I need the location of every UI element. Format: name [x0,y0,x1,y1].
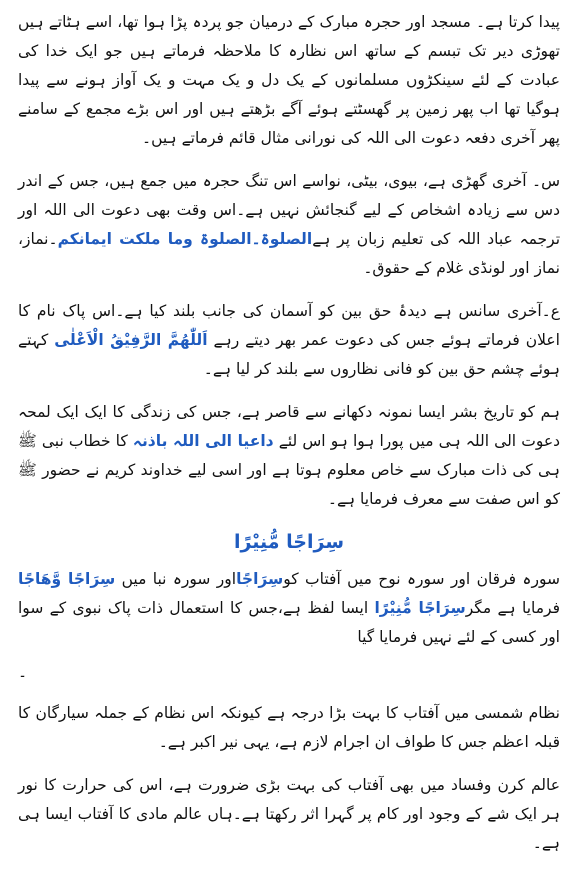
paragraph-3-tail: کہتے ہوئے چشم حق بین کو فانی نظاروں سے بلند کر لیا ہے۔ [18,331,560,378]
trailing-mark: ۔ [18,663,28,681]
paragraph-1: پیدا کرتا ہے۔ مسجد اور حجرہ مبارک کے درمیان جو پردہ پڑا ہوا تھا، اسے ہٹاتے ہیں تھوڑی دیر تک تبسم کے ساتھ اس نظارہ کا ملاحظہ فرماتے ہیں جو ایک خدا کی عبادت کے لئے سینکڑوں مسلمانوں کے یک دل و یک مہت و یک آواز ہونے سے پیدا ہوگیا تھا اب پھر زمین پر گھسٹتے ہوئے آگے بڑھتے ہیں اور اس بڑے مجمع کے سامنے پھر آخری دفعہ دعوت الی اللہ کی نورانی مثال قائم فرماتے ہیں۔ [18,13,560,147]
paragraph-5-a: سورہ فرقان اور سورہ نوح میں آفتاب کو [283,570,560,588]
paragraph-7: عالم کرن وفساد میں بھی آفتاب کی بہت بڑی ضرورت ہے، اس کی حرارت کا نور ہر ایک شے کے وجود اور کام پر گہرا اثر رکھتا ہے۔ہاں عالم مادی کا آفتاب ایسا ہی ہے۔ [18,776,560,852]
paragraph-2 [18,167,560,283]
highlight-siraj-wahhaj: سِرَاجًا وَّهَاجًا [18,570,116,588]
paragraph-5-d: ایسا لفظ ہے،جس کا استعمال ذات پاک نبوی کے سوا اور کسی کے لئے نہیں فرمایا گیا [18,599,560,646]
highlight-daiya: داعیا الی اللہ باذنہ [132,432,274,450]
highlight-salat: الصلوۃ۔الصلوۃ وما ملکت ایمانکم [57,230,313,248]
paragraph-3 [18,297,560,384]
paragraph-6: نظام شمسی میں آفتاب کا بہت بڑا درجہ ہے کیونکہ اس نظام کے جملہ سیارگان کا قبلہ اعظم جس کا طواف ان اجرام لازم ہے، یہی نیر اکبر ہے۔ [18,704,560,751]
paragraph-4-text: ہم کو تاریخ بشر ایسا نمونہ دکھانے سے قاصر ہے، جس کی زندگی کا ایک ایک لمحہ دعوت الی اللہ ہی میں پورا ہوا ہو اس لئے [18,403,560,450]
highlight-rafiq: اَللّٰهُمَّ الرَّفِيْقُ الْاَعْلٰى [54,331,208,349]
paragraph-2-text: س۔ آخری گھڑی ہے، بیوی، بیٹی، نواسے اس تنگ حجرہ میں جمع ہیں، جس کے اندر دس سے زیادہ اشخاص کے لیے گنجائش نہیں ہے۔اس وقت بھی دعوت الی اللہ اور ترجمہ عباد اللہ کی تعلیم زبان پر ہے [18,172,561,248]
paragraph-5-b: اور سورہ نبا میں [121,570,237,588]
paragraph-3-text: ع۔آخری سانس ہے دیدۂ حق بین کو آسمان کی جانب بلند کیا ہے۔اس پاک نام کا اعلان فرماتے ہوئے جس کی دعوت عمر بھر دیتے رہے [18,302,560,349]
paragraph-5-c: فرمایا ہے مگر [465,599,560,617]
highlight-siraj-munir: سِرَاجًا مُّنِيْرًا [374,599,466,617]
section-heading: سِرَاجًا مُّنِيْرًا [233,531,345,553]
paragraph-4-tail: کا خطاب نبی ﷺ ہی کی ذات مبارک سے خاص معلوم ہوتا ہے اور اسی لیے خداوند کریم نے حضور ﷺ کو اس صفت سے معرف فرمایا ہے۔ [18,432,560,508]
paragraph-5 [18,565,560,652]
paragraph-2-tail: ۔نماز، نماز اور لونڈی غلام کے حقوق۔ [18,230,560,277]
paragraph-4 [18,398,560,514]
highlight-siraj: سِرَاجًا [236,570,284,588]
